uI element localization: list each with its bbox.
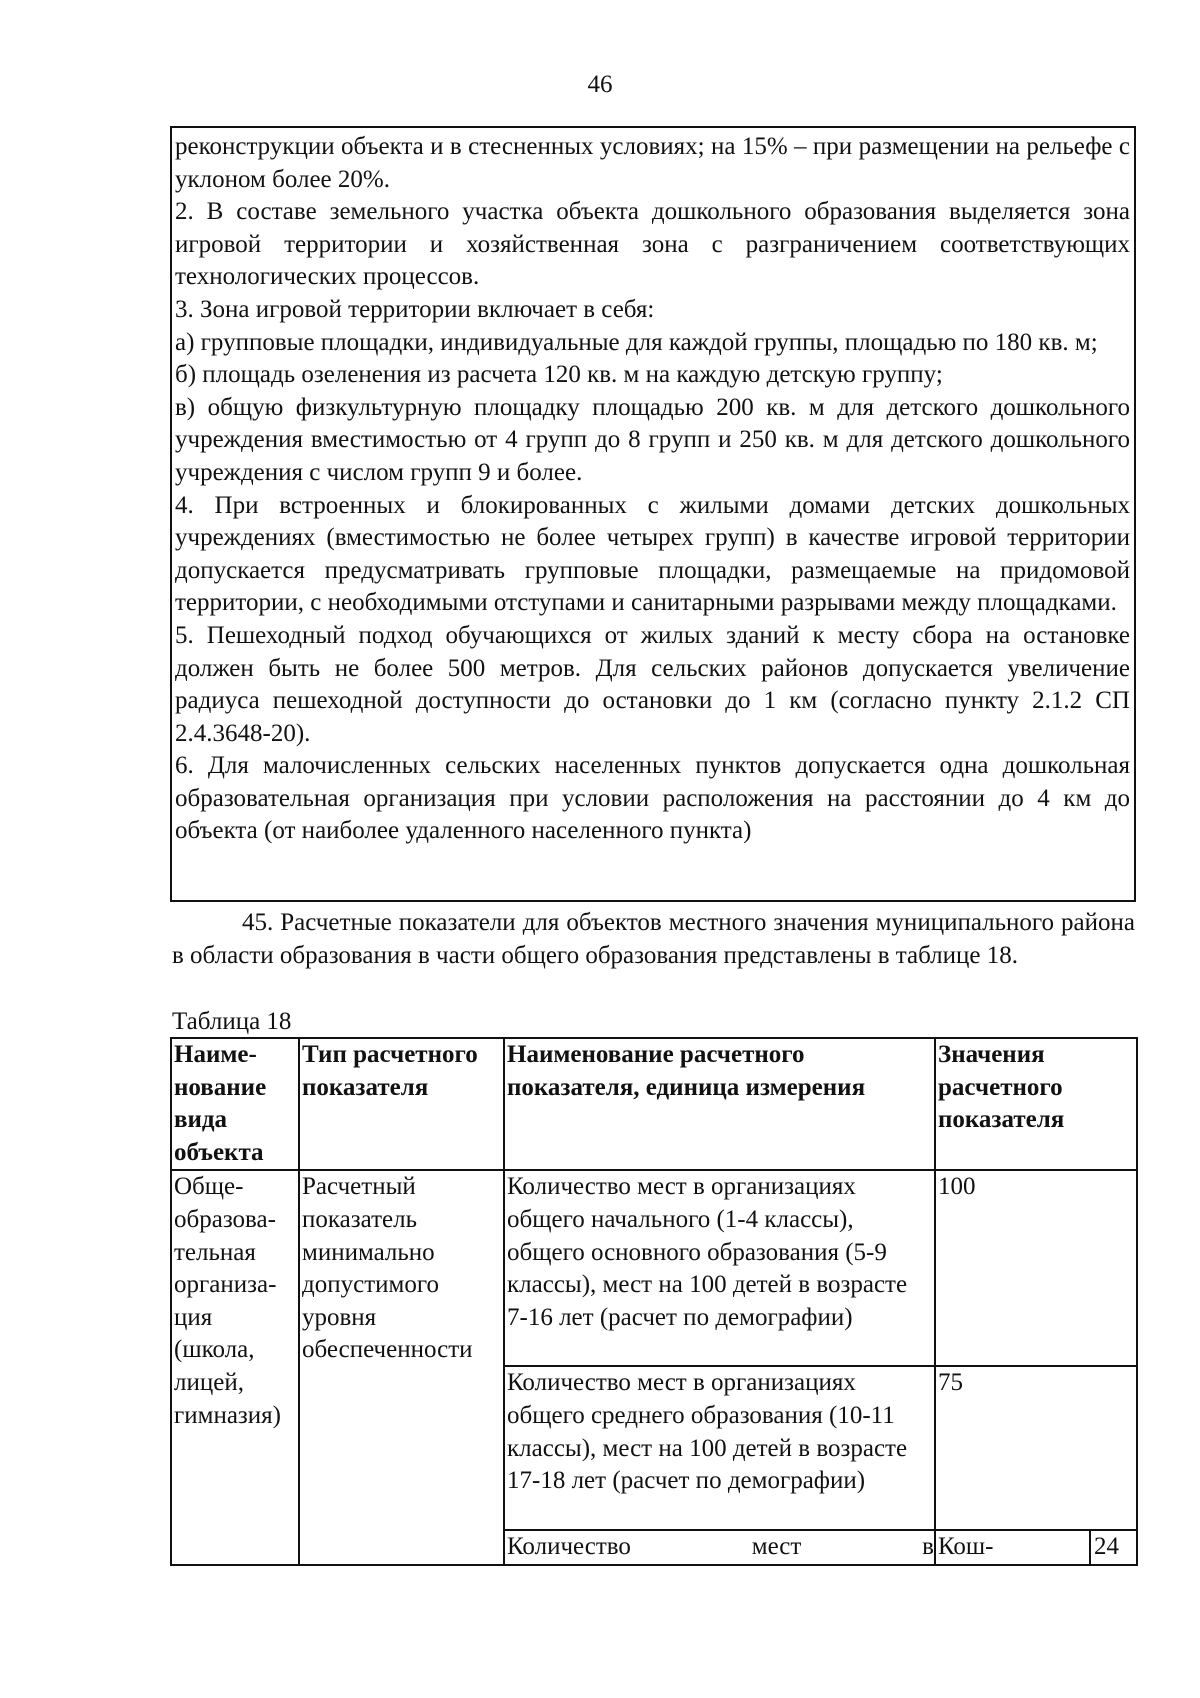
text-box: [170, 126, 1136, 902]
box-paragraph: реконструкции объекта и в стесненных условиях; на 15% – при размещении на рельефе с уклоном более 20%.: [175, 133, 1130, 193]
box-paragraph: 3. Зона игровой территории включает в себя:: [175, 295, 655, 323]
box-paragraph: б) площадь озеленения из расчета 120 кв. м на каждую детскую группу;: [175, 361, 943, 389]
cell-indicator-type: Расчетный показатель минимально допустимого уровня обеспеченности: [299, 1170, 504, 1565]
table-row: [171, 1170, 1137, 1366]
cell-indicator-name: Количество мест в: [504, 1530, 935, 1565]
paragraph-45: 45. Расчетные показатели для объектов местного значения муниципального района в области образования в части общего образования представлены в таблице 18.: [172, 909, 1135, 969]
page-number: 46: [587, 71, 613, 98]
cell-object-type: Обще-образова-тельная организа-ция (школа, лицей, гимназия): [171, 1170, 299, 1565]
table-header-row: [171, 1038, 1137, 1170]
cell-value-number: 24: [1089, 1531, 1136, 1564]
header-object-type: Наиме-нование вида объекта: [171, 1038, 299, 1170]
header-indicator-name: Наименование расчетного показателя, единица измерения: [504, 1038, 935, 1170]
cell-indicator-value-split: [935, 1530, 1137, 1565]
cell-indicator-value: 75: [935, 1366, 1137, 1530]
box-paragraph: 2. В составе земельного участка объекта дошкольного образования выделяется зона игровой территории и хозяйственная зона с разграничением соответствующих технологических процессов.: [175, 198, 1130, 291]
header-indicator-type: Тип расчетного показателя: [299, 1038, 504, 1170]
cell-value-district: Кош-: [938, 1533, 994, 1561]
header-indicator-value: Значения расчетного показателя: [935, 1038, 1137, 1170]
box-paragraph: 4. При встроенных и блокированных с жилыми домами детских дошкольных учреждениях (вместимостью не более четырех групп) в качестве игровой территории допускается предусматривать групповые площадки, размещаемые на придомовой территории, с необходимыми отступами и санитарными разрывами между площадками.: [175, 491, 1130, 617]
box-paragraph: в) общую физкультурную площадку площадью 200 кв. м для детского дошкольного учреждения вместимостью от 4 групп до 8 групп и 250 кв. м для детского дошкольного учреждения с числом групп 9 и более.: [175, 393, 1130, 486]
box-paragraph: 6. Для малочисленных сельских населенных пунктов допускается одна дошкольная образовательная организация при условии расположения на расстоянии до 4 км до объекта (от наиболее удаленного населенного пункта): [175, 752, 1130, 845]
table-18: [170, 1037, 1138, 1566]
table-caption: Таблица 18: [172, 1008, 292, 1035]
box-paragraph: а) групповые площадки, индивидуальные для каждой группы, площадью по 180 кв. м;: [175, 328, 1098, 356]
cell-indicator-name: Количество мест в организациях общего среднего образования (10-11 классы), мест на 100 детей в возрасте 17-18 лет (расчет по демографии): [504, 1366, 935, 1530]
cell-indicator-name: Количество мест в организациях общего начального (1-4 классы), общего основного образования (5-9 классы), мест на 100 детей в возрасте 7-16 лет (расчет по демографии): [504, 1170, 935, 1366]
cell-indicator-value: 100: [935, 1170, 1137, 1366]
box-paragraph: 5. Пешеходный подход обучающихся от жилых зданий к месту сбора на остановке должен быть не более 500 метров. Для сельских районов допускается увеличение радиуса пешеходной доступности до остановки до 1 км (согласно пункту 2.1.2 СП 2.4.3648-20).: [175, 621, 1130, 747]
